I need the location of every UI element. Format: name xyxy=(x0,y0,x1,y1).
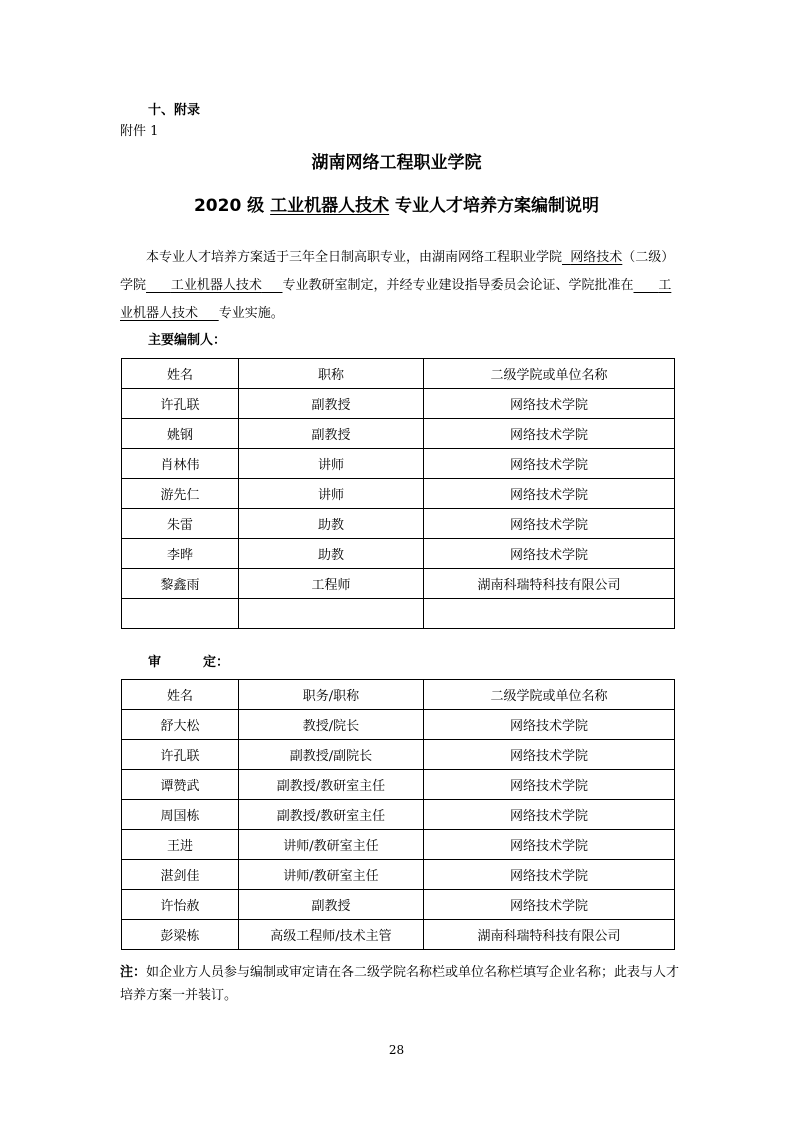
unit-cell: 网络技术学院 xyxy=(424,710,675,740)
name-cell: 朱雷 xyxy=(122,509,239,539)
intro-part3: 专业教研室制定，并经专业建设指导委员会论证、学院批准在 xyxy=(282,278,634,293)
table-row xyxy=(122,740,675,770)
title-cell: 讲师 xyxy=(239,449,424,479)
title-cell xyxy=(239,599,424,629)
title-college: 湖南网络工程职业学院 xyxy=(311,153,482,173)
position-cell: 高级工程师/技术主管 xyxy=(239,920,424,950)
table-row xyxy=(122,449,675,479)
header-cell: 职务/职称 xyxy=(239,680,424,710)
table-row xyxy=(122,539,675,569)
name-cell: 许孔联 xyxy=(122,740,239,770)
title-cell: 助教 xyxy=(239,509,424,539)
title-year: 2020 级 xyxy=(193,196,265,216)
name-cell: 彭梁栋 xyxy=(122,920,239,950)
intro-part1: 本专业人才培养方案适于三年全日制高职专业，由湖南网络工程职业学院 xyxy=(146,250,563,265)
title-cell: 助教 xyxy=(239,539,424,569)
table-row xyxy=(122,419,675,449)
table-row xyxy=(122,890,675,920)
unit-cell: 湖南科瑞特科技有限公司 xyxy=(424,569,675,599)
name-cell xyxy=(122,599,239,629)
name-cell: 舒大松 xyxy=(122,710,239,740)
intro-college: 网络技术 xyxy=(570,250,623,265)
name-cell: 许孔联 xyxy=(122,389,239,419)
name-cell: 肖林伟 xyxy=(122,449,239,479)
unit-cell: 网络技术学院 xyxy=(424,740,675,770)
title-cell: 工程师 xyxy=(239,569,424,599)
intro-major1: 工业机器人技术 xyxy=(170,278,262,293)
table-row xyxy=(122,389,675,419)
title-major: 工业机器人技术 xyxy=(270,196,390,216)
unit-cell: 网络技术学院 xyxy=(424,389,675,419)
name-cell: 黎鑫雨 xyxy=(122,569,239,599)
table-header-row xyxy=(122,680,675,710)
name-cell: 游先仁 xyxy=(122,479,239,509)
header-cell: 姓名 xyxy=(122,359,239,389)
table-row xyxy=(122,920,675,950)
header-cell: 姓名 xyxy=(122,680,239,710)
table-row xyxy=(122,770,675,800)
title-cell: 副教授 xyxy=(239,419,424,449)
reviewers-heading: 审 定： xyxy=(148,655,230,670)
position-cell: 副教授/教研室主任 xyxy=(239,800,424,830)
name-cell: 许怡赦 xyxy=(122,890,239,920)
table-row xyxy=(122,569,675,599)
table-row xyxy=(122,710,675,740)
compilers-table xyxy=(121,358,675,629)
table-row xyxy=(122,860,675,890)
title-cell: 讲师 xyxy=(239,479,424,509)
title-suffix: 专业人才培养方案编制说明 xyxy=(395,196,600,216)
table-row xyxy=(122,479,675,509)
unit-cell: 网络技术学院 xyxy=(424,509,675,539)
unit-cell: 湖南科瑞特科技有限公司 xyxy=(424,920,675,950)
unit-cell: 网络技术学院 xyxy=(424,419,675,449)
attachment-label: 附件 1 xyxy=(120,124,159,139)
unit-cell: 网络技术学院 xyxy=(424,890,675,920)
unit-cell: 网络技术学院 xyxy=(424,770,675,800)
intro-major2: 工业机器人技术 xyxy=(120,278,672,321)
title-document xyxy=(0,191,793,216)
table-row xyxy=(122,509,675,539)
page-number: 28 xyxy=(388,1043,405,1057)
unit-cell: 网络技术学院 xyxy=(424,860,675,890)
unit-cell xyxy=(424,599,675,629)
reviewers-table xyxy=(121,679,675,950)
unit-cell: 网络技术学院 xyxy=(424,539,675,569)
name-cell: 王进 xyxy=(122,830,239,860)
intro-part2: （二级）学院 xyxy=(120,250,675,293)
position-cell: 讲师/教研室主任 xyxy=(239,860,424,890)
footnote-label: 注： xyxy=(120,965,147,980)
position-cell: 副教授/副院长 xyxy=(239,740,424,770)
position-cell: 副教授 xyxy=(239,890,424,920)
position-cell: 教授/院长 xyxy=(239,710,424,740)
header-cell: 二级学院或单位名称 xyxy=(424,680,675,710)
position-cell: 讲师/教研室主任 xyxy=(239,830,424,860)
compilers-heading: 主要编制人： xyxy=(148,333,227,348)
intro-paragraph xyxy=(120,244,675,328)
table-row-empty xyxy=(122,599,675,629)
name-cell: 姚钢 xyxy=(122,419,239,449)
table-row xyxy=(122,830,675,860)
unit-cell: 网络技术学院 xyxy=(424,800,675,830)
unit-cell: 网络技术学院 xyxy=(424,479,675,509)
name-cell: 周国栋 xyxy=(122,800,239,830)
unit-cell: 网络技术学院 xyxy=(424,449,675,479)
header-cell: 二级学院或单位名称 xyxy=(424,359,675,389)
footnote xyxy=(120,961,680,1007)
position-cell: 副教授/教研室主任 xyxy=(239,770,424,800)
footnote-text: 如企业方人员参与编制或审定请在各二级学院名称栏或单位名称栏填写企业名称；此表与人才培养方案一并装订。 xyxy=(120,965,680,1003)
section-heading: 十、附录 xyxy=(148,103,201,118)
unit-cell: 网络技术学院 xyxy=(424,830,675,860)
table-header-row xyxy=(122,359,675,389)
title-cell: 副教授 xyxy=(239,389,424,419)
intro-part4: 专业实施。 xyxy=(218,306,284,321)
header-cell: 职称 xyxy=(239,359,424,389)
table-row xyxy=(122,800,675,830)
name-cell: 李晔 xyxy=(122,539,239,569)
name-cell: 谭赞武 xyxy=(122,770,239,800)
name-cell: 湛剑佳 xyxy=(122,860,239,890)
